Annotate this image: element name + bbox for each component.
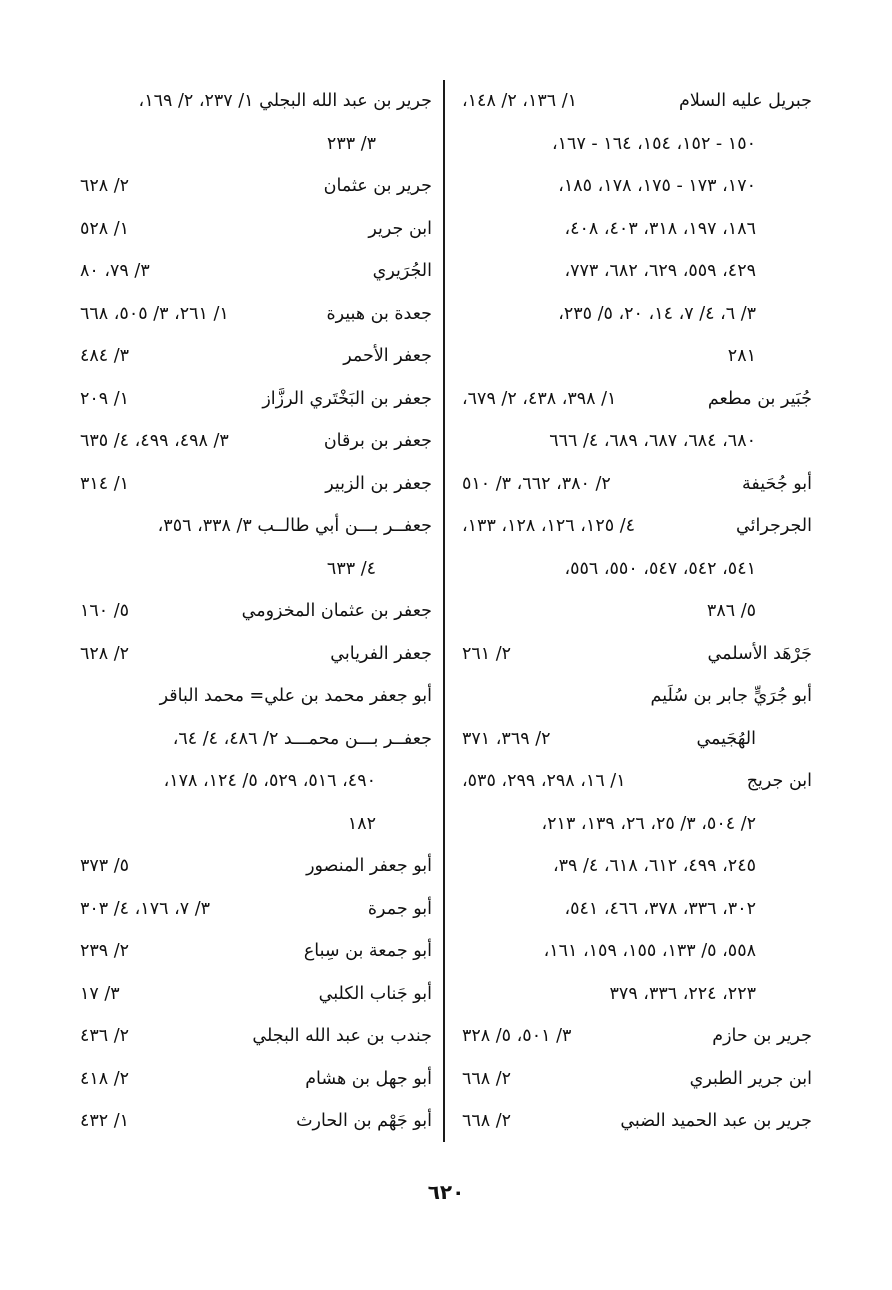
entry-references: ٢/ ٦٢٨ xyxy=(80,176,130,196)
entry-text: جعفــر بـــن محمـــد ٢/ ٤٨٦، ٤/ ٦٤، xyxy=(172,728,432,749)
index-entry-continuation xyxy=(452,208,812,251)
entry-references: ١/ ٣١٤ xyxy=(80,473,130,494)
entry-name: جعفر الفريابي xyxy=(330,643,432,664)
index-entry xyxy=(70,250,432,293)
index-entry xyxy=(70,675,432,718)
entry-text: جرير بن عبد الله البجلي ١/ ٢٣٧، ٢/ ١٦٩، xyxy=(138,91,432,111)
index-entry xyxy=(70,378,432,421)
index-entry xyxy=(452,505,812,548)
entry-name: جعفر بن البَخْتَري الرزَّاز xyxy=(262,388,432,409)
entry-name: جعفر بن الزبير xyxy=(325,473,432,494)
index-entry xyxy=(70,208,432,251)
index-entry xyxy=(70,335,432,378)
entry-name: جبريل عليه السلام xyxy=(679,91,812,111)
index-entry-continuation xyxy=(70,760,432,803)
index-entry-continuation xyxy=(70,548,432,591)
index-entry-continuation xyxy=(452,335,812,378)
entry-references: ٥٤١، ٥٤٢، ٥٤٧، ٥٥٠، ٥٥٦، xyxy=(564,558,756,579)
index-entry xyxy=(70,1015,432,1058)
index-entry-continuation xyxy=(70,123,432,166)
entry-references: ٢/ ٢٦١ xyxy=(462,643,512,664)
entry-references: ٦٨٠، ٦٨٤، ٦٨٧، ٦٨٩، ٤/ ٦٦٦ xyxy=(549,431,756,451)
index-entry xyxy=(70,590,432,633)
entry-references: ٢/ ٦٦٨ xyxy=(462,1068,512,1089)
index-entry xyxy=(70,293,432,336)
index-entry xyxy=(70,845,432,888)
entry-references: ٢٤٥، ٤٩٩، ٦١٢، ٦١٨، ٤/ ٣٩، xyxy=(552,856,756,876)
entry-references: ٣/ ٦، ٤/ ٧، ١٤، ٢٠، ٥/ ٢٣٥، xyxy=(558,303,756,324)
entry-name: جرير بن عثمان xyxy=(323,176,432,196)
entry-references: ٢/ ٣٨٠، ٦٦٢، ٣/ ٥١٠ xyxy=(462,473,611,494)
index-entry-continuation xyxy=(452,420,812,463)
entry-name: أبو جَناب الكلبي xyxy=(318,983,432,1004)
index-entry xyxy=(70,80,432,123)
index-entry xyxy=(70,973,432,1016)
index-entry xyxy=(452,718,812,761)
entry-name: ابن جريج xyxy=(746,771,812,791)
entry-references: ١/ ١٦، ٢٩٨، ٢٩٩، ٥٣٥، xyxy=(462,771,626,791)
index-column-left xyxy=(70,80,432,1144)
index-entry xyxy=(70,1058,432,1101)
entry-references: ٣/ ٧، ١٧٦، ٤/ ٣٠٣ xyxy=(80,898,210,919)
index-entry-continuation xyxy=(452,250,812,293)
entry-references: ٢/ ٤٣٦ xyxy=(80,1026,130,1046)
index-entry xyxy=(70,930,432,973)
entry-name: أبو جُحَيفة xyxy=(742,473,812,494)
entry-references: ٢/ ٦٢٨ xyxy=(80,643,130,664)
index-entry-continuation xyxy=(452,548,812,591)
index-entry-continuation xyxy=(452,888,812,931)
entry-name: الهُجَيمي xyxy=(696,728,756,749)
entry-references: ٥٥٨، ٥/ ١٣٣، ١٥٥، ١٥٩، ١٦١، xyxy=(543,941,756,961)
entry-references: ٤٩٠، ٥١٦، ٥٢٩، ٥/ ١٢٤، ١٧٨، xyxy=(163,771,376,791)
index-entry xyxy=(452,1015,812,1058)
entry-name: جعفر بن عثمان المخزومي xyxy=(241,601,432,621)
entry-references: ٣/ ١٧ xyxy=(80,983,120,1004)
entry-name: جرير بن حازم xyxy=(712,1026,812,1046)
entry-references: ١/ ٤٣٢ xyxy=(80,1111,130,1131)
entry-name: الجُرَيري xyxy=(372,261,432,281)
entry-references: ٢/ ٣٦٩، ٣٧١ xyxy=(462,728,551,749)
entry-references: ٢/ ٤١٨ xyxy=(80,1068,130,1089)
index-entry-continuation xyxy=(70,803,432,846)
index-entry xyxy=(452,1100,812,1143)
entry-references: ١/ ٢٦١، ٣/ ٥٠٥، ٦٦٨ xyxy=(80,303,229,324)
index-entry xyxy=(452,675,812,718)
entry-references: ٣/ ٥٠١، ٥/ ٣٢٨ xyxy=(462,1026,572,1046)
entry-references: ٢/ ٢٣٩ xyxy=(80,941,130,961)
entry-references: ٢٨١ xyxy=(727,346,756,366)
entry-references: ٢/ ٦٦٨ xyxy=(462,1111,512,1131)
entry-references: ٤/ ١٢٥، ١٢٦، ١٢٨، ١٣٣، xyxy=(462,516,635,536)
entry-references: ١٨٦، ١٩٧، ٣١٨، ٤٠٣، ٤٠٨، xyxy=(564,218,756,239)
entry-references: ٣/ ٧٩، ٨٠ xyxy=(80,261,150,281)
index-entry xyxy=(452,1058,812,1101)
entry-name: ابن جرير الطبري xyxy=(689,1068,812,1089)
index-entry-continuation xyxy=(452,590,812,633)
entry-name: جُبَير بن مطعم xyxy=(707,388,812,409)
entry-references: ٢/ ٥٠٤، ٣/ ٢٥، ٢٦، ١٣٩، ٢١٣، xyxy=(541,813,756,834)
entry-name: أبو جمعة بن سِباع xyxy=(303,941,432,961)
page-number: ٦٢٠ xyxy=(427,1180,465,1204)
entry-name: جرير بن عبد الحميد الضبي xyxy=(620,1111,812,1131)
index-entry xyxy=(70,420,432,463)
index-entry xyxy=(452,80,812,123)
entry-references: ١٥٠ - ١٥٢، ١٥٤، ١٦٤ - ١٦٧، xyxy=(551,133,756,154)
entry-references: ٥/ ١٦٠ xyxy=(80,601,130,621)
entry-references: ٤٢٩، ٥٥٩، ٦٢٩، ٦٨٢، ٧٧٣، xyxy=(564,261,756,281)
index-entry xyxy=(70,463,432,506)
entry-name: أبو جمرة xyxy=(367,898,432,919)
entry-references: ٣٠٢، ٣٣٦، ٣٧٨، ٤٦٦، ٥٤١، xyxy=(564,898,756,919)
index-entry xyxy=(452,463,812,506)
entry-references: ٣/ ٤٨٤ xyxy=(80,346,130,366)
entry-references: ٢٢٣، ٢٢٤، ٣٣٦، ٣٧٩ xyxy=(609,983,756,1004)
entry-name: جندب بن عبد الله البجلي xyxy=(252,1026,432,1046)
entry-references: ١/ ١٣٦، ٢/ ١٤٨، xyxy=(462,91,578,111)
index-entry-continuation xyxy=(452,293,812,336)
index-entry xyxy=(70,505,432,548)
entry-references: ١/ ٣٩٨، ٤٣٨، ٢/ ٦٧٩، xyxy=(462,388,617,409)
entry-text: أبو جعفر محمد بن علي= محمد الباقر xyxy=(159,686,432,706)
index-entry xyxy=(452,760,812,803)
index-column-right xyxy=(452,80,812,1144)
entry-name: جعفر بن برقان xyxy=(323,431,432,451)
index-entry xyxy=(70,165,432,208)
entry-text: جعفــر بـــن أبي طالــب ٣/ ٣٣٨، ٣٥٦، xyxy=(157,516,432,536)
entry-references: ٣/ ٢٣٣ xyxy=(326,133,376,154)
entry-references: ١/ ٢٠٩ xyxy=(80,388,130,409)
entry-name: ابن جرير xyxy=(368,218,432,239)
entry-name: جعدة بن هبيرة xyxy=(326,303,432,324)
index-entry-continuation xyxy=(452,930,812,973)
entry-name: أبو جهل بن هشام xyxy=(305,1068,432,1089)
column-divider xyxy=(443,80,445,1142)
entry-references: ٥/ ٣٨٦ xyxy=(706,601,756,621)
index-entry-continuation xyxy=(452,165,812,208)
entry-references: ٥/ ٣٧٣ xyxy=(80,856,130,876)
index-entry xyxy=(452,378,812,421)
entry-references: ٤/ ٦٣٣ xyxy=(326,558,376,579)
index-entry xyxy=(452,633,812,676)
index-entry xyxy=(70,718,432,761)
entry-name: الجرجرائي xyxy=(736,516,812,536)
entry-references: ١٨٢ xyxy=(347,813,376,834)
index-entry-continuation xyxy=(452,803,812,846)
entry-text: أبو جُرَيٍّ جابر بن سُلَيم xyxy=(650,686,812,706)
entry-name: جعفر الأحمر xyxy=(343,346,432,366)
entry-name: أبو جعفر المنصور xyxy=(306,856,432,876)
index-entry-continuation xyxy=(452,973,812,1016)
index-entry xyxy=(70,1100,432,1143)
entry-references: ١٧٠، ١٧٣ - ١٧٥، ١٧٨، ١٨٥، xyxy=(558,176,756,196)
index-entry xyxy=(70,633,432,676)
entry-references: ٣/ ٤٩٨، ٤٩٩، ٤/ ٦٣٥ xyxy=(80,431,229,451)
entry-references: ١/ ٥٢٨ xyxy=(80,218,130,239)
entry-name: جَرْهَد الأسلمي xyxy=(707,643,812,664)
index-entry xyxy=(70,888,432,931)
entry-name: أبو جَهْم بن الحارث xyxy=(296,1111,432,1131)
index-entry-continuation xyxy=(452,123,812,166)
index-entry-continuation xyxy=(452,845,812,888)
